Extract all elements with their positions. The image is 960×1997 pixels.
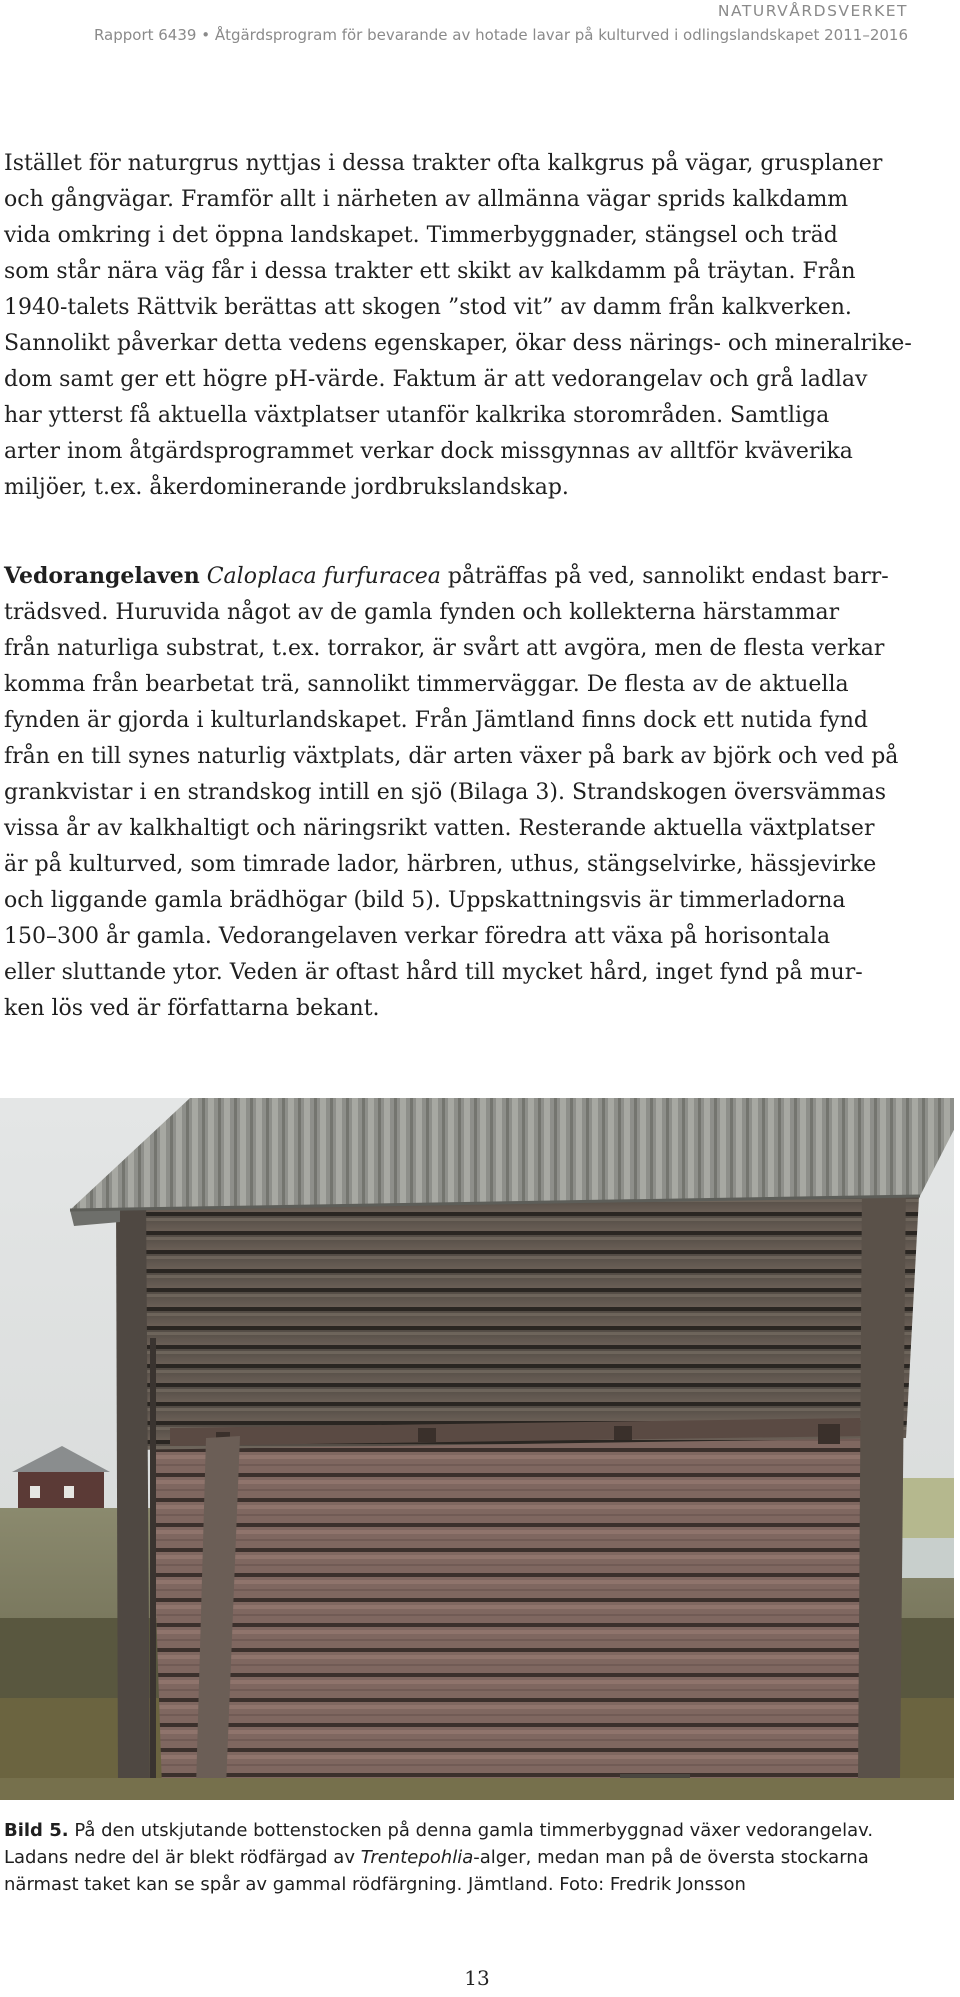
caption-text: På den utskjutande bottenstocken på denna gamla timmerbyggnad växer vedorangelav. xyxy=(74,1820,874,1841)
text-line: komma från bearbetat trä, sannolikt timmerväggar. De flesta av de aktuella xyxy=(4,672,849,697)
photo-timber-barn xyxy=(0,1098,954,1800)
text-line: arter inom åtgärdsprogrammet verkar dock missgynnas av alltför kväverika xyxy=(4,439,853,464)
text-line: är på kulturved, som timrade lador, härbren, uthus, stängselvirke, hässjevirke xyxy=(4,852,877,877)
caption-line: närmast taket kan se spår av gammal rödfärgning. Jämtland. Foto: Fredrik Jonsson xyxy=(4,1874,746,1895)
text-line: Sannolikt påverkar detta vedens egenskaper, ökar dess närings- och mineralrike- xyxy=(4,331,912,356)
text-line: och gångvägar. Framför allt i närheten av allmänna vägar sprids kalkdamm xyxy=(4,187,849,212)
text-line: miljöer, t.ex. åkerdominerande jordbrukslandskap. xyxy=(4,475,569,500)
paragraph-vedorangelaven xyxy=(4,558,938,1027)
text-line: från naturliga substrat, t.ex. torrakor, är svårt att avgöra, men de flesta verkar xyxy=(4,636,885,661)
text-fragment: påträffas på ved, sannolikt endast barr- xyxy=(447,564,889,589)
text-line: eller sluttande ytor. Veden är oftast hård till mycket hård, inget fynd på mur- xyxy=(4,960,863,985)
text-line-first xyxy=(4,558,938,595)
header-report-title: Rapport 6439 • Åtgärdsprogram för bevarande av hotade lavar på kulturved i odlingslandskapet 2011–2016 xyxy=(93,26,908,44)
text-line: som står nära väg får i dessa trakter ett skikt av kalkdamm på träytan. Från xyxy=(4,259,856,284)
header-organization: NATURVÅRDSVERKET xyxy=(717,2,908,20)
caption-text: Ladans nedre del är blekt rödfärgad av xyxy=(4,1847,355,1868)
text-line: trädsved. Huruvida något av de gamla fynden och kollekterna härstammar xyxy=(4,600,840,625)
text-line: 150–300 år gamla. Vedorangelaven verkar föredra att växa på horisontala xyxy=(4,924,831,949)
text-line: vida omkring i det öppna landskapet. Timmerbyggnader, stängsel och träd xyxy=(4,223,838,248)
text-line: fynden är gjorda i kulturlandskapet. Från Jämtland finns dock ett nutida fynd xyxy=(4,708,868,733)
photo-caption xyxy=(4,1817,944,1898)
text-line: 1940-talets Rättvik berättas att skogen ”stod vit” av damm från kalkverken. xyxy=(4,295,852,320)
caption-line xyxy=(4,1817,944,1844)
text-line: Istället för naturgrus nyttjas i dessa trakter ofta kalkgrus på vägar, grusplaner xyxy=(4,151,883,176)
caption-line xyxy=(4,1844,944,1871)
caption-text: -alger, medan man på de översta stockarna xyxy=(473,1847,869,1868)
text-line: från en till synes naturlig växtplats, där arten växer på bark av björk och ved på xyxy=(4,744,899,769)
text-line: har ytterst få aktuella växtplatser utanför kalkrika storområden. Samtliga xyxy=(4,403,830,428)
barn-illustration xyxy=(0,1098,954,1800)
text-line: vissa år av kalkhaltigt och näringsrikt vatten. Resterande aktuella växtplatser xyxy=(4,816,875,841)
text-line: grankvistar i en strandskog intill en sjö (Bilaga 3). Strandskogen översvämmas xyxy=(4,780,887,805)
page-number: 13 xyxy=(464,1966,490,1990)
text-line: dom samt ger ett högre pH-värde. Faktum är att vedorangelav och grå ladlav xyxy=(4,367,868,392)
text-line: ken lös ved är författarna bekant. xyxy=(4,996,380,1021)
caption-italic-genus: Trentepohlia xyxy=(360,1847,474,1868)
scientific-name: Caloplaca furfuracea xyxy=(206,564,441,589)
caption-label: Bild 5. xyxy=(4,1820,69,1841)
text-line: och liggande gamla brädhögar (bild 5). Uppskattningsvis är timmerladorna xyxy=(4,888,846,913)
paragraph-limestone-dust xyxy=(4,146,938,506)
lead-species-name: Vedorangelaven xyxy=(4,563,200,589)
